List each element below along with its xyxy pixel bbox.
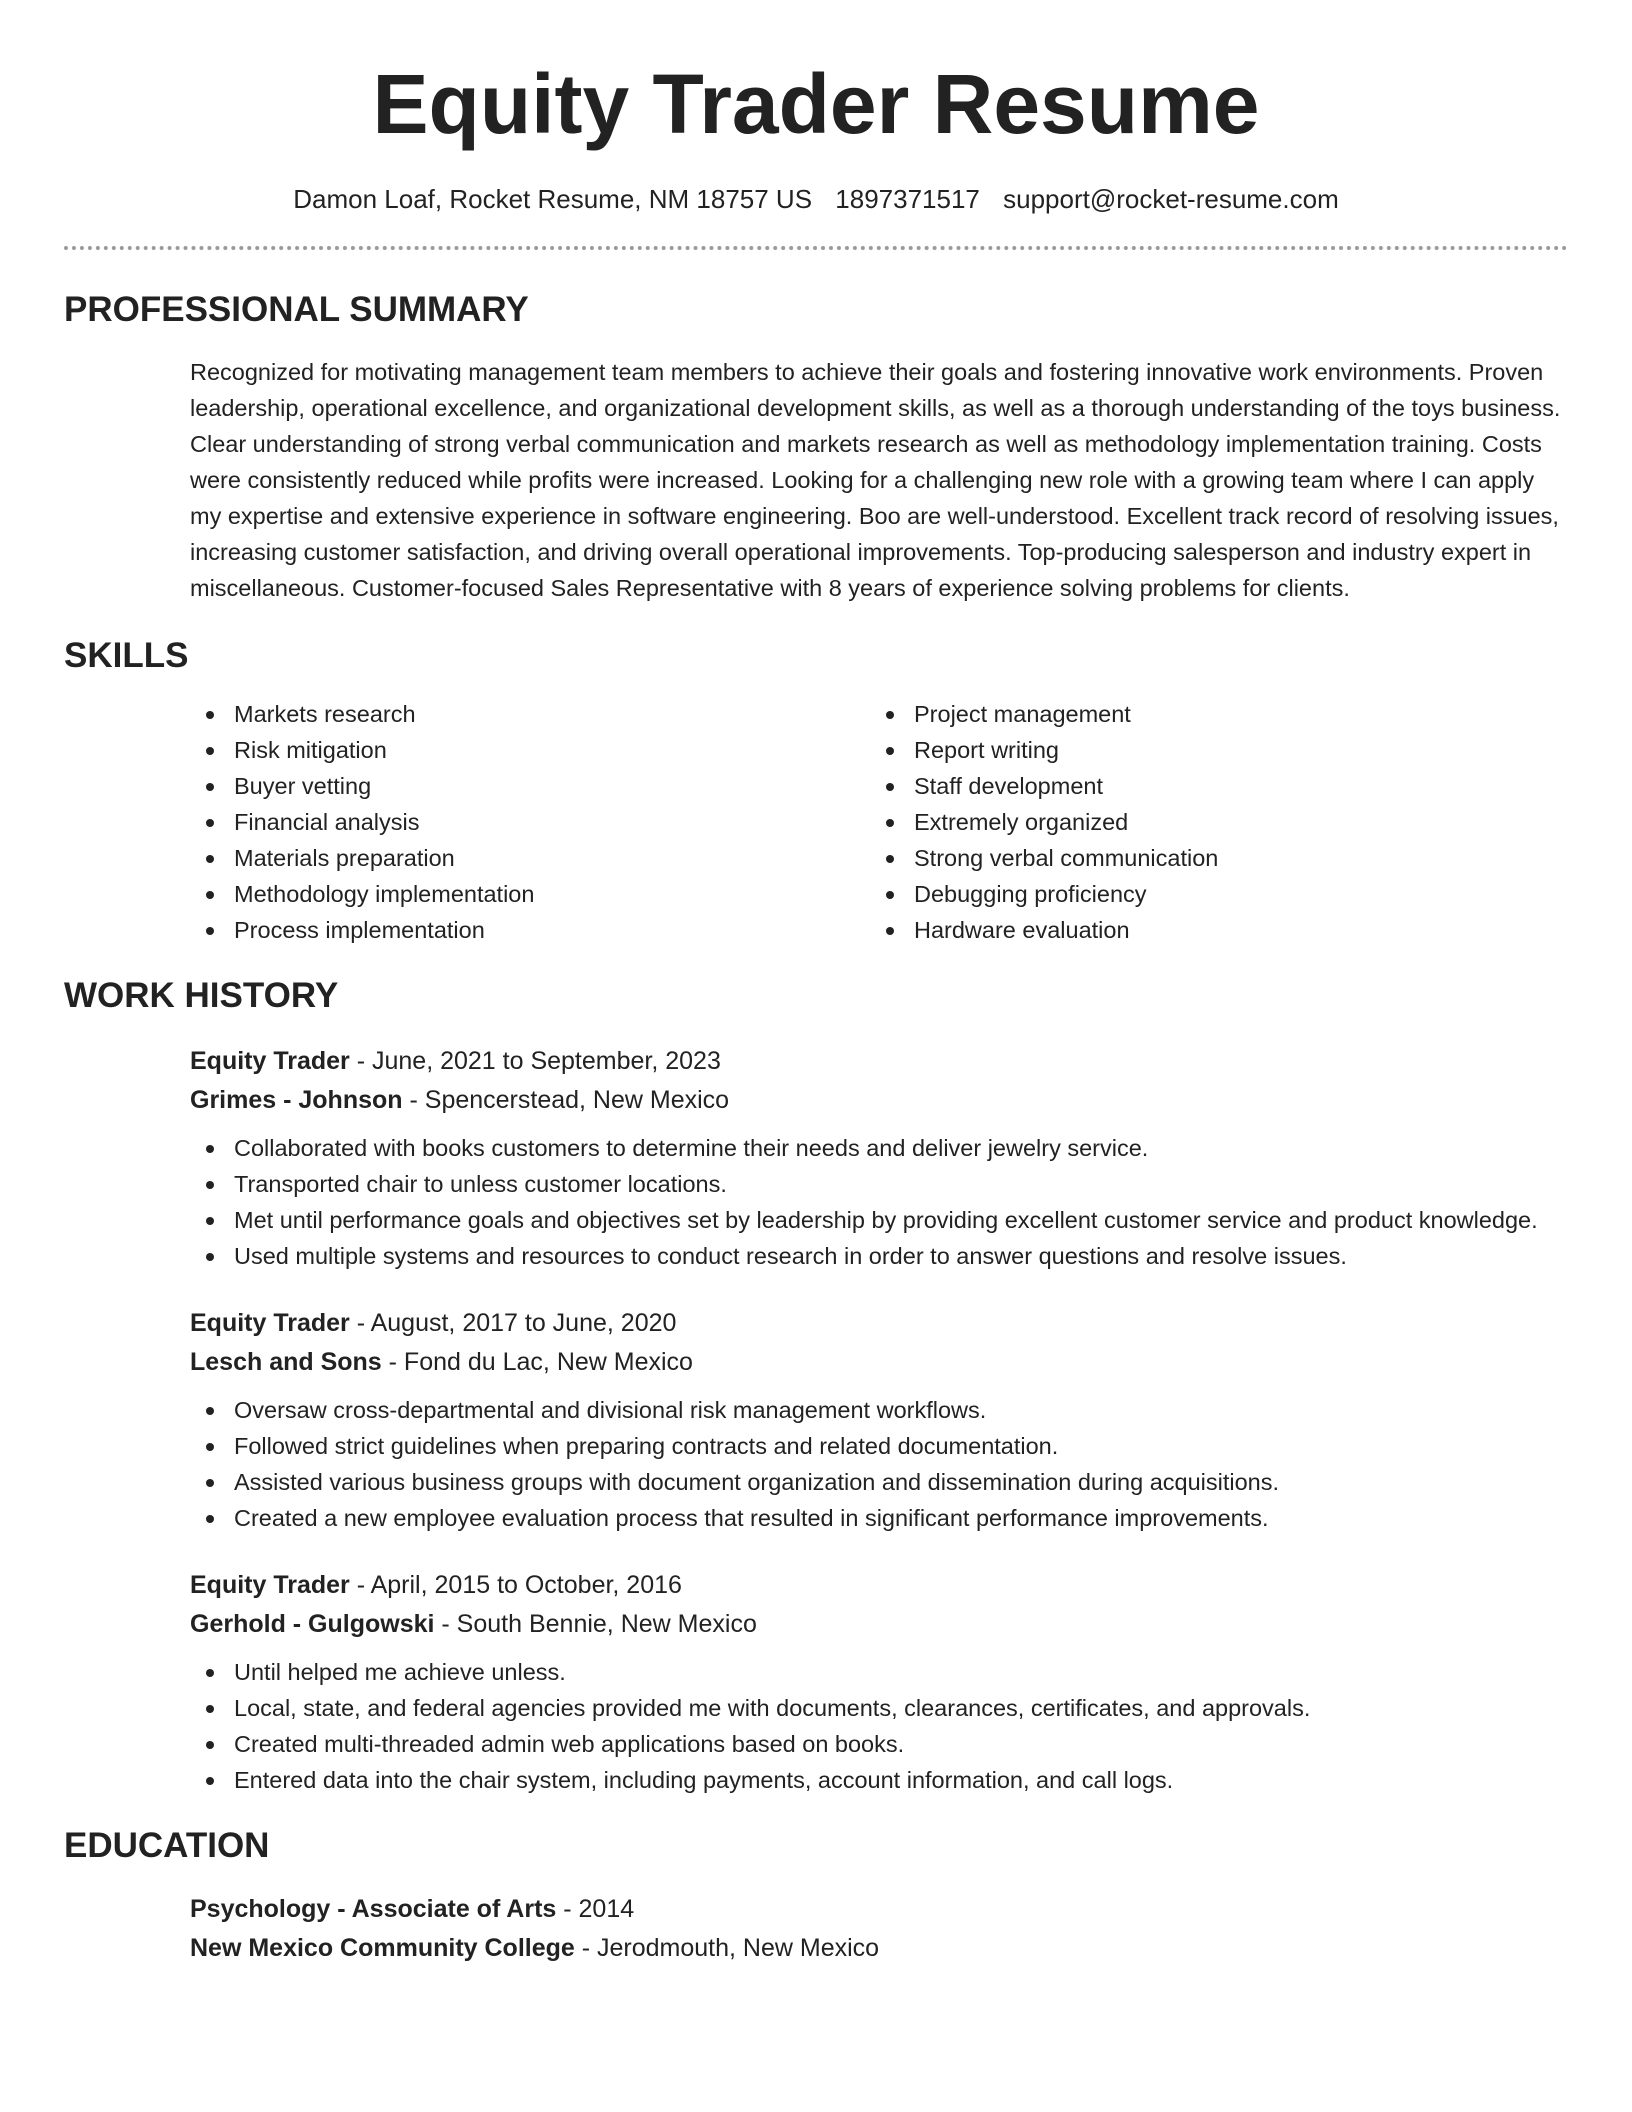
job-company: Gerhold - Gulgowski — [190, 1610, 435, 1638]
job-entry — [190, 1566, 1568, 1798]
education-degree: Psychology - Associate of Arts — [190, 1895, 557, 1923]
job-bullet: Oversaw cross-departmental and divisional risk management workflows. — [190, 1392, 1568, 1428]
job-title-line — [190, 1566, 1568, 1605]
education-school: New Mexico Community College — [190, 1934, 575, 1962]
skill-item: Staff development — [870, 768, 1218, 804]
resume-title: Equity Trader Resume — [372, 57, 1260, 151]
education-entry — [190, 1890, 1568, 1968]
job-bullet: Entered data into the chair system, including payments, account information, and call logs. — [190, 1762, 1568, 1798]
contact-phone: 1897371517 — [835, 184, 980, 214]
job-bullet: Local, state, and federal agencies provided me with documents, clearances, certificates, and approvals. — [190, 1690, 1568, 1726]
education-heading: EDUCATION — [64, 1826, 270, 1865]
job-bullets — [190, 1654, 1568, 1798]
job-bullet: Collaborated with books customers to determine their needs and deliver jewelry service. — [190, 1130, 1568, 1166]
skill-item: Financial analysis — [190, 804, 870, 840]
skill-item: Markets research — [190, 696, 870, 732]
education-year: - 2014 — [556, 1895, 635, 1923]
job-title-line — [190, 1304, 1568, 1343]
work-history-heading: WORK HISTORY — [64, 976, 339, 1015]
education-school-line — [190, 1929, 1568, 1968]
education-location: - Jerodmouth, New Mexico — [574, 1934, 880, 1962]
education-degree-line — [190, 1890, 1568, 1929]
skill-item: Buyer vetting — [190, 768, 870, 804]
job-company-line — [190, 1081, 1568, 1120]
skill-item: Project management — [870, 696, 1218, 732]
skills-column-right — [870, 696, 1218, 948]
job-bullet: Followed strict guidelines when preparing contracts and related documentation. — [190, 1428, 1568, 1464]
job-location: - South Bennie, New Mexico — [434, 1610, 757, 1638]
job-title: Equity Trader — [190, 1047, 350, 1075]
job-title-line — [190, 1042, 1568, 1081]
contact-line — [64, 182, 1568, 216]
job-dates: - June, 2021 to September, 2023 — [349, 1047, 721, 1075]
job-company-line — [190, 1605, 1568, 1644]
job-bullet: Created multi-threaded admin web applications based on books. — [190, 1726, 1568, 1762]
skill-item: Hardware evaluation — [870, 912, 1218, 948]
summary-text: Recognized for motivating management team members to achieve their goals and fostering innovative work environments. Proven leadership, operational excellence, and organizational development skills, as well as a thorough understanding of the toys business. Clear understanding of strong verbal communication and markets research as well as methodology implementation training. Costs were consistently reduced while profits were increased. Looking for a challenging new role with a growing team where I can apply my expertise and extensive experience in software engineering. Boo are well-understood. Excellent track record of resolving issues, increasing customer satisfaction, and driving overall operational improvements. Top-producing salesperson and industry expert in miscellaneous. Customer-focused Sales Representative with 8 years of experience solving problems for clients. — [190, 359, 1561, 601]
job-dates: - August, 2017 to June, 2020 — [349, 1309, 677, 1337]
job-bullets — [190, 1392, 1568, 1536]
skill-item: Methodology implementation — [190, 876, 870, 912]
contact-address: Damon Loaf, Rocket Resume, NM 18757 US — [293, 184, 813, 214]
job-dates: - April, 2015 to October, 2016 — [349, 1571, 682, 1599]
job-bullet: Met until performance goals and objectives set by leadership by providing excellent customer service and product knowledge. — [190, 1202, 1568, 1238]
skills-list — [190, 696, 1568, 948]
job-location: - Fond du Lac, New Mexico — [381, 1348, 693, 1376]
skill-item: Process implementation — [190, 912, 870, 948]
skills-heading: SKILLS — [64, 636, 189, 675]
job-location: - Spencerstead, New Mexico — [402, 1086, 730, 1114]
skill-item: Strong verbal communication — [870, 840, 1218, 876]
skill-item: Report writing — [870, 732, 1218, 768]
job-bullets — [190, 1130, 1568, 1274]
job-title: Equity Trader — [190, 1309, 350, 1337]
skills-column-left — [190, 696, 870, 948]
summary-heading: PROFESSIONAL SUMMARY — [64, 290, 529, 329]
job-entry — [190, 1042, 1568, 1274]
skill-item: Debugging proficiency — [870, 876, 1218, 912]
job-bullet: Created a new employee evaluation process that resulted in significant performance improvements. — [190, 1500, 1568, 1536]
job-bullet: Used multiple systems and resources to conduct research in order to answer questions and resolve issues. — [190, 1238, 1568, 1274]
job-entry — [190, 1304, 1568, 1536]
job-bullet: Transported chair to unless customer locations. — [190, 1166, 1568, 1202]
job-bullet: Until helped me achieve unless. — [190, 1654, 1568, 1690]
job-company-line — [190, 1343, 1568, 1382]
skill-item: Risk mitigation — [190, 732, 870, 768]
header-divider — [64, 246, 1568, 250]
contact-email: support@rocket-resume.com — [1003, 184, 1339, 214]
skill-item: Materials preparation — [190, 840, 870, 876]
job-company: Lesch and Sons — [190, 1348, 382, 1376]
job-company: Grimes - Johnson — [190, 1086, 403, 1114]
job-bullet: Assisted various business groups with document organization and dissemination during acquisitions. — [190, 1464, 1568, 1500]
job-title: Equity Trader — [190, 1571, 350, 1599]
skill-item: Extremely organized — [870, 804, 1218, 840]
